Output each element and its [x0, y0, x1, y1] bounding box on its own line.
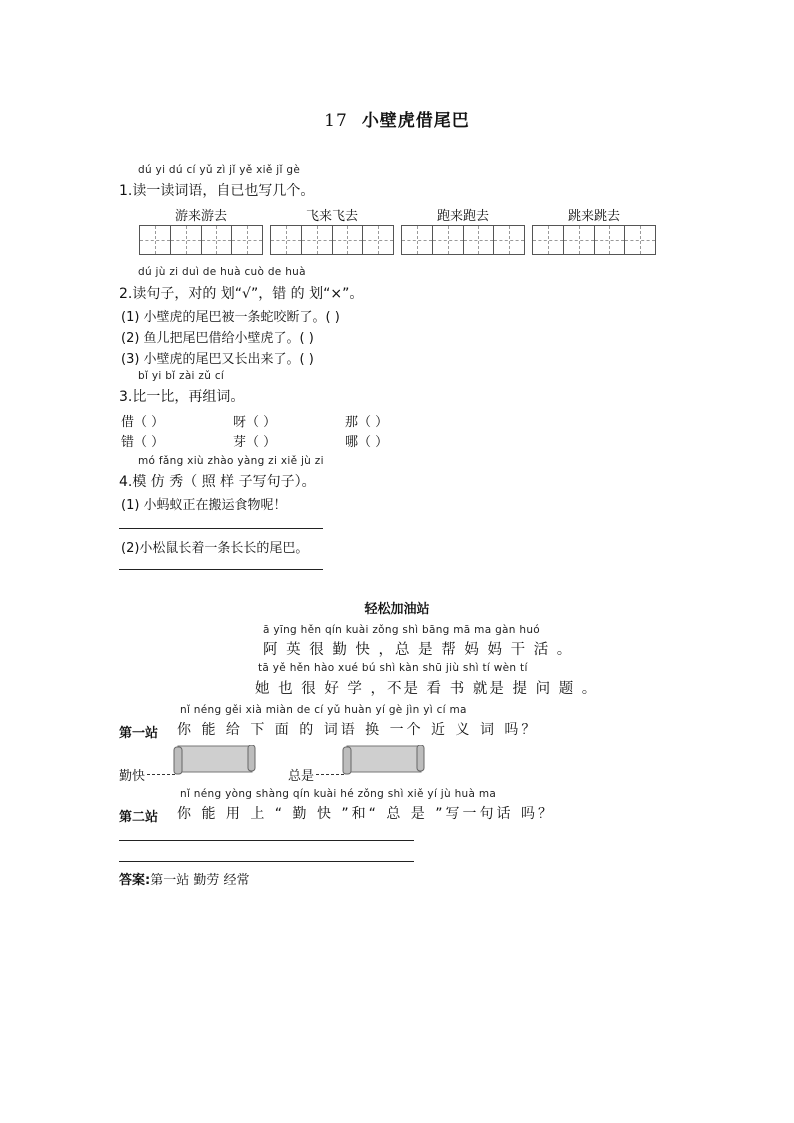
- lesson-number: 17: [324, 111, 348, 131]
- scroll-answer-box-1[interactable]: [172, 745, 256, 775]
- station2-text: 你 能 用 上 “ 勤 快 ”和“ 总 是 ”写一句话 吗？: [177, 806, 555, 822]
- word-label-2: 飞来飞去: [305, 209, 358, 224]
- scroll-answer-box-2[interactable]: [341, 745, 425, 775]
- word2-connector: [316, 774, 344, 775]
- q3-row1-a: 借（ ）: [121, 415, 165, 430]
- writing-grid-2[interactable]: [270, 225, 394, 255]
- q1-pinyin: dú yi dú cí yǔ zì jǐ yě xiě jǐ gè: [138, 164, 301, 176]
- poem-pinyin-1: ā yīng hěn qín kuài zǒng shì bāng mā ma gàn huó: [263, 624, 540, 636]
- answer-key: [119, 869, 249, 888]
- q4-pinyin: mó fǎng xiù zhào yàng zi xiě jù zi: [138, 455, 324, 467]
- q2-item-1: (1) 小壁虎的尾巴被一条蛇咬断了。( ): [121, 310, 340, 325]
- word1-label: 勤快: [119, 769, 146, 784]
- q3-text: 3.比一比，再组词。: [119, 389, 245, 405]
- answer-text: 第一站 勤劳 经常: [150, 873, 250, 888]
- word-label-3: 跑来跑去: [436, 209, 489, 224]
- poem-pinyin-2: tā yě hěn hào xué bú shì kàn shū jiù shì tí wèn tí: [258, 662, 528, 674]
- answer-line-1[interactable]: [119, 528, 323, 529]
- writing-grid-1[interactable]: [139, 225, 263, 255]
- station2-label: 第二站: [119, 810, 159, 825]
- word-label-1: 游来游去: [174, 209, 227, 224]
- lesson-title: 小壁虎借尾巴: [361, 111, 470, 131]
- poem-line-1: 阿 英 很 勤 快 ，总 是 帮 妈 妈 干 活 。: [263, 642, 574, 658]
- q4-item-1: (1) 小蚂蚁正在搬运食物呢！: [121, 498, 287, 513]
- q3-pinyin: bǐ yi bǐ zài zǔ cí: [138, 370, 225, 382]
- page-title: [0, 106, 794, 131]
- q3-row2-a: 错（ ）: [121, 435, 165, 450]
- station2-line-2[interactable]: [119, 861, 414, 862]
- q4-item-2: (2)小松鼠长着一条长长的尾巴。: [121, 541, 309, 556]
- writing-grid-4[interactable]: [532, 225, 656, 255]
- poem-line-2: 她 也 很 好 学 ，不是 看 书 就是 提 问 题 。: [255, 681, 599, 697]
- word2-label: 总是: [288, 769, 315, 784]
- q4-text: 4.模 仿 秀（ 照 样 子写句子）。: [119, 474, 316, 490]
- word-label-4: 跳来跳去: [567, 209, 620, 224]
- q3-row1-b: 呀（ ）: [233, 415, 277, 430]
- q3-row2-b: 芽（ ）: [233, 435, 277, 450]
- word1-connector: [147, 774, 175, 775]
- answer-label: 答案:: [119, 873, 151, 888]
- station1-text: 你 能 给 下 面 的 词语 换 一个 近 义 词 吗？: [177, 722, 539, 738]
- q1-text: 1.读一读词语，自已也写几个。: [119, 183, 315, 199]
- q2-item-2: (2) 鱼儿把尾巴借给小壁虎了。( ): [121, 331, 314, 346]
- q3-row1-c: 那（ ）: [345, 415, 389, 430]
- answer-line-2[interactable]: [119, 569, 323, 570]
- station1-label: 第一站: [119, 726, 159, 741]
- boost-title: 轻松加油站: [364, 602, 430, 617]
- q2-item-3: (3) 小壁虎的尾巴又长出来了。( ): [121, 352, 314, 367]
- writing-grid-3[interactable]: [401, 225, 525, 255]
- q2-pinyin: dú jù zi duì de huà cuò de huà: [138, 266, 306, 278]
- station2-pinyin: nǐ néng yòng shàng qín kuài hé zǒng shì xiě yí jù huà ma: [180, 788, 497, 800]
- q3-row2-c: 哪（ ）: [345, 435, 389, 450]
- station1-pinyin: nǐ néng gěi xià miàn de cí yǔ huàn yí gè jìn yì cí ma: [180, 704, 467, 716]
- station2-line-1[interactable]: [119, 840, 414, 841]
- q2-text: 2.读句子，对的 划“√”，错 的 划“×”。: [119, 286, 364, 302]
